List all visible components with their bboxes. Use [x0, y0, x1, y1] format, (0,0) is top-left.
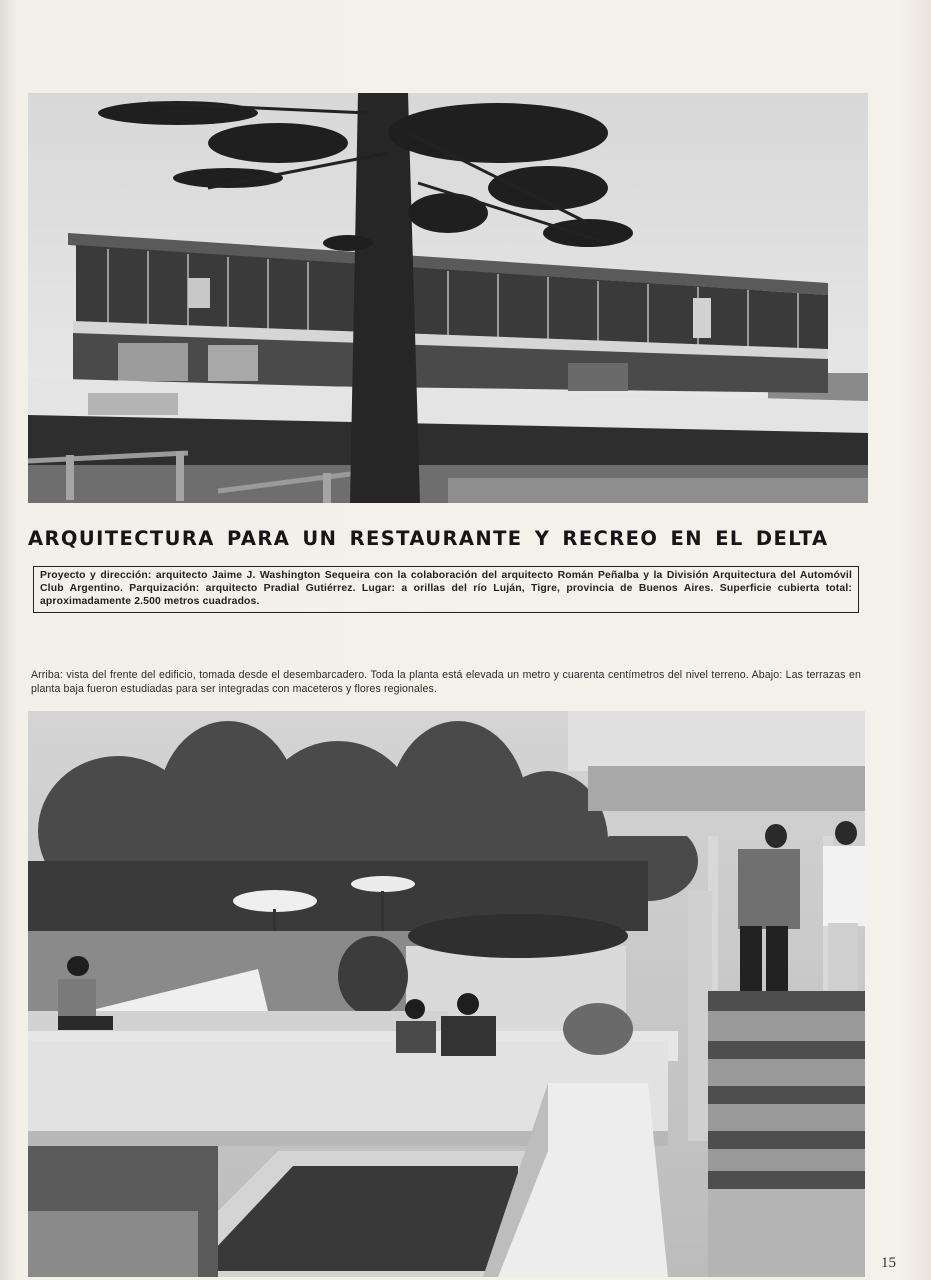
building-front-photo — [28, 93, 868, 503]
article-headline: ARQUITECTURA PARA UN RESTAURANTE Y RECREO EN EL DELTA — [28, 527, 829, 550]
terraces-photo — [28, 711, 865, 1277]
page-number: 15 — [881, 1255, 896, 1271]
photo-caption: Arriba: vista del frente del edificio, tomada desde el desembarcadero. Toda la planta está elevada un metro y cuarenta centímetros del nivel terreno. Abajo: Las terrazas en planta baja fueron estudiadas para ser integradas con maceteros y flores regionales. — [31, 669, 861, 695]
project-credits-box: Proyecto y dirección: arquitecto Jaime J. Washington Sequeira con la colaboración del arquitecto Román Peñalba y la División Arquitectura del Automóvil Club Argentino. Parquización: arquitecto Pradial Gutiérrez. Lugar: a orillas del río Luján, Tigre, provincia de Buenos Aires. Superficie cubierta total: aproximadamente 2.500 metros cuadrados. — [33, 566, 859, 613]
